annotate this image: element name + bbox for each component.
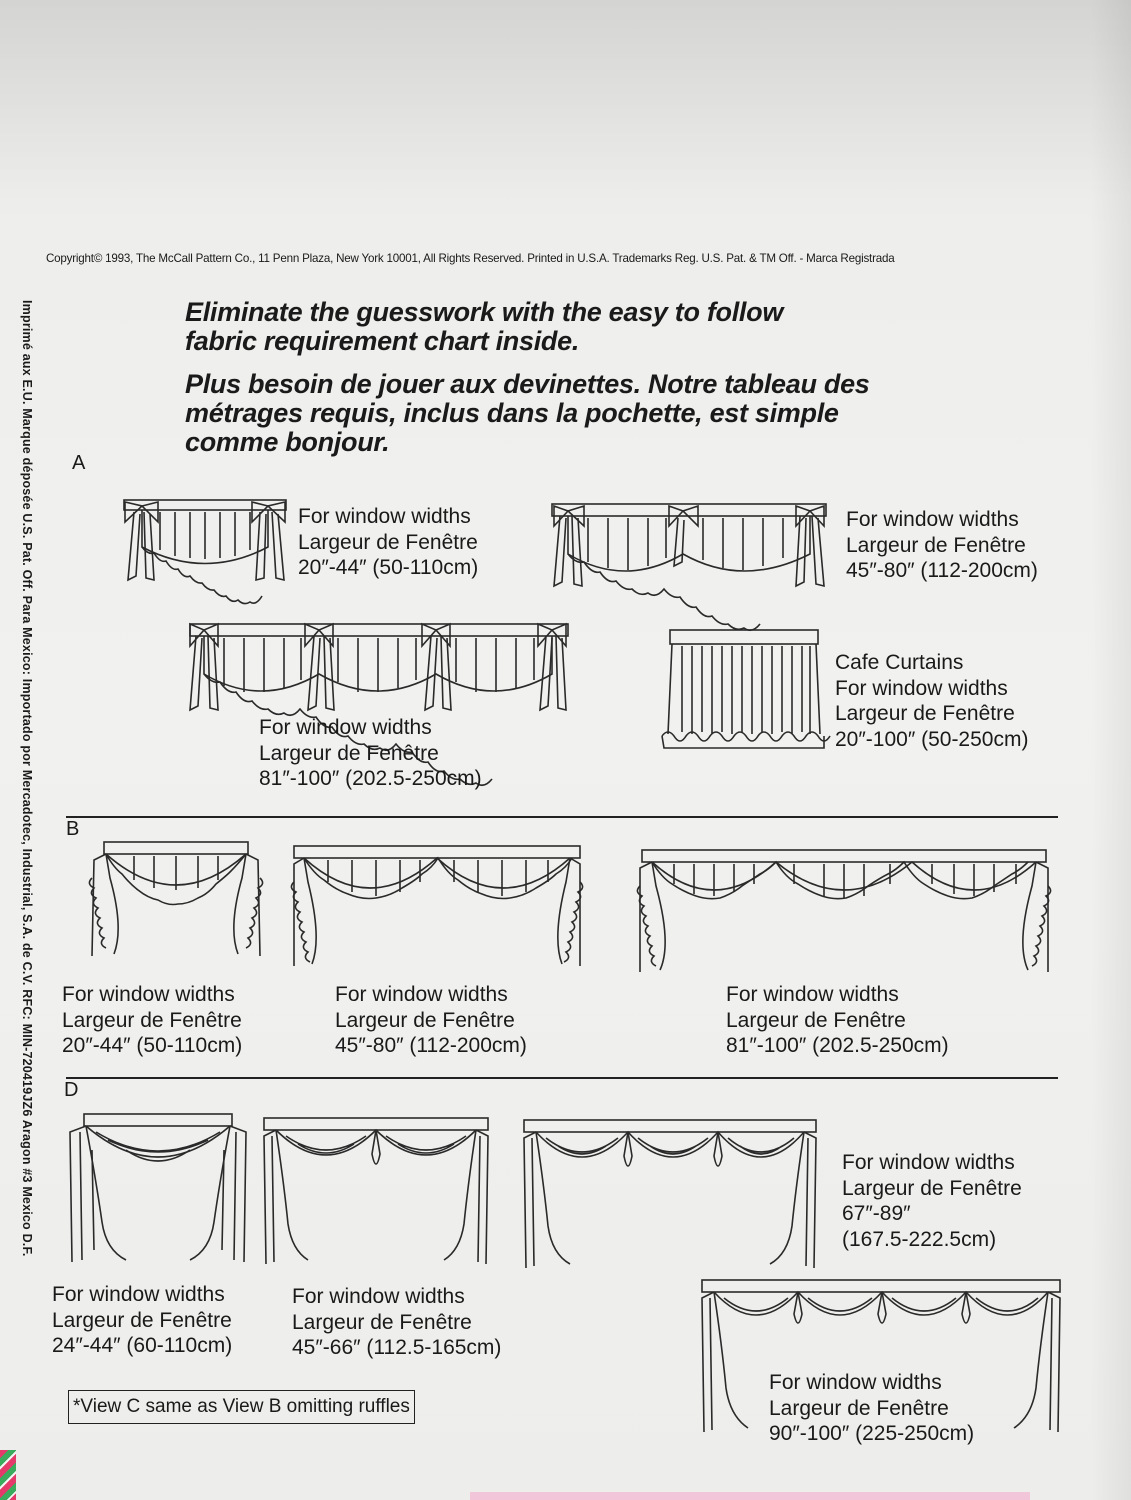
label-line: 20″-44″ (50-110cm) xyxy=(62,1034,243,1057)
label-line: Largeur de Fenêtre xyxy=(846,533,1026,557)
swag-b-single-illustration xyxy=(84,838,268,962)
label-line: 20″-100″ (50-250cm) xyxy=(835,727,1029,751)
label-line: Largeur de Fenêtre xyxy=(292,1310,472,1334)
right-edge-shadow xyxy=(1090,0,1131,1500)
label-line: Largeur de Fenêtre xyxy=(259,741,439,765)
label-line: For window widths xyxy=(292,1285,465,1308)
label-d2 xyxy=(292,1284,501,1361)
swag-d-triple-illustration xyxy=(518,1116,822,1274)
section-b-letter: B xyxy=(66,818,80,840)
label-line: 45″-66″ (112.5-165cm) xyxy=(292,1336,502,1359)
copyright-line: Copyright© 1993, The McCall Pattern Co., 11 Penn Plaza, New York 10001, All Rights Reserved. Printed in U.S.A. Trademarks Reg. U.S. Pat. & TM Off. - Marca Registrada xyxy=(46,252,895,265)
label-line: For window widths xyxy=(298,505,471,528)
label-line: For window widths xyxy=(846,508,1019,531)
label-line: Largeur de Fenêtre xyxy=(726,1008,906,1032)
label-line: 20″-44″ (50-110cm) xyxy=(298,556,479,579)
label-line: Largeur de Fenêtre xyxy=(298,530,478,554)
section-d-letter: D xyxy=(64,1079,79,1101)
swag-d-double-illustration xyxy=(258,1114,494,1270)
label-line: For window widths xyxy=(52,1283,225,1306)
label-line: For window widths xyxy=(842,1151,1015,1174)
label-d3 xyxy=(842,1150,1022,1252)
label-a4 xyxy=(835,650,1028,752)
valance-a-double-illustration xyxy=(548,496,830,592)
label-line: 24″-44″ (60-110cm) xyxy=(52,1334,233,1357)
label-line: 90″-100″ (225-250cm) xyxy=(769,1422,975,1445)
label-a3 xyxy=(259,715,482,792)
label-line: Cafe Curtains xyxy=(835,651,964,674)
label-line: For window widths xyxy=(335,983,508,1006)
headline-english xyxy=(185,298,783,356)
label-d4 xyxy=(769,1370,974,1447)
swag-b-triple-illustration xyxy=(634,846,1054,976)
label-line: For window widths xyxy=(259,716,432,739)
section-divider-b-d xyxy=(66,1077,1058,1079)
label-line: Largeur de Fenêtre xyxy=(335,1008,515,1032)
label-b3 xyxy=(726,982,949,1059)
label-line: For window widths xyxy=(769,1371,942,1394)
cafe-curtains-illustration xyxy=(658,626,826,752)
label-b1 xyxy=(62,982,242,1059)
crumpled-top-edge xyxy=(0,0,1131,200)
label-line: Largeur de Fenêtre xyxy=(835,702,1015,725)
label-line: (167.5-222.5cm) xyxy=(842,1227,997,1251)
label-a1 xyxy=(298,504,478,581)
label-line: Largeur de Fenêtre xyxy=(52,1308,232,1332)
valance-a-single-illustration xyxy=(120,492,290,584)
label-line: Largeur de Fenêtre xyxy=(62,1008,242,1032)
label-d1 xyxy=(52,1282,232,1359)
swag-b-double-illustration xyxy=(288,842,586,970)
colored-corner-strip xyxy=(0,1450,16,1500)
label-b2 xyxy=(335,982,527,1059)
valance-a-triple-illustration xyxy=(186,610,572,716)
label-line: For window widths xyxy=(62,983,235,1006)
view-c-note: *View C same as View B omitting ruffles xyxy=(68,1390,415,1424)
section-divider-a-b xyxy=(66,816,1058,818)
headline-line: métrages requis, inclus dans la pochette, est simple xyxy=(185,398,839,428)
headline-line: fabric requirement chart inside. xyxy=(185,326,580,356)
label-a2 xyxy=(846,507,1038,584)
headline-line: Plus besoin de jouer aux devinettes. Notre tableau des xyxy=(185,369,870,399)
headline-line: Eliminate the guesswork with the easy to follow xyxy=(185,297,784,327)
label-line: 81″-100″ (202.5-250cm) xyxy=(259,767,482,790)
label-line: 45″-80″ (112-200cm) xyxy=(846,559,1038,582)
pink-edge-strip xyxy=(470,1492,1030,1500)
label-line: For window widths xyxy=(726,983,899,1006)
label-line: Largeur de Fenêtre xyxy=(842,1176,1022,1200)
headline-line: comme bonjour. xyxy=(185,427,390,457)
side-legal-text: Imprimé aux E.U. Marque déposée U.S. Pat. Off. Para Mexico: Importado por Mercadotec, Industrial, S.A. de C.V. RFC: MIN-720419JZ6 Aragon #3 Mexico D.F. xyxy=(20,300,34,1257)
headline-french xyxy=(185,370,870,457)
swag-d-single-illustration xyxy=(66,1110,250,1268)
label-line: 45″-80″ (112-200cm) xyxy=(335,1034,527,1057)
label-line: 81″-100″ (202.5-250cm) xyxy=(726,1034,949,1057)
label-line: 67″-89″ xyxy=(842,1202,911,1225)
section-a-letter: A xyxy=(72,452,86,474)
label-line: Largeur de Fenêtre xyxy=(769,1396,949,1420)
label-line: For window widths xyxy=(835,676,1008,700)
